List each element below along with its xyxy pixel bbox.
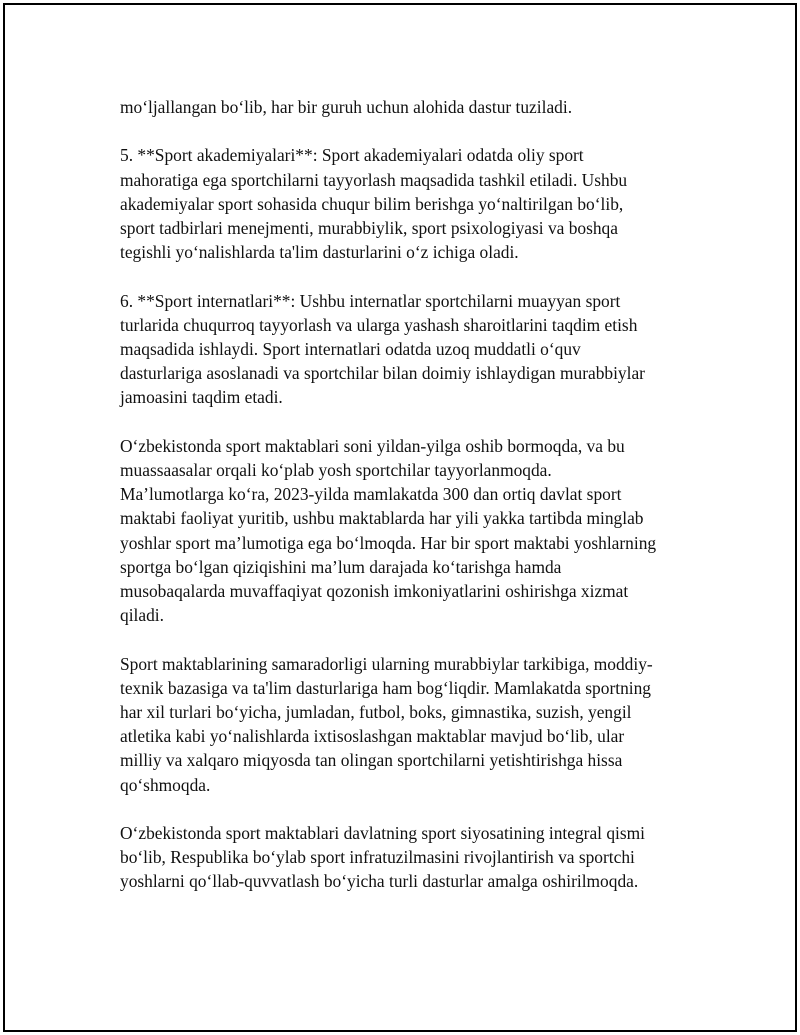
text-line: milliy va xalqaro miqyosda tan olingan sportchilarni yetishtirishga hissa bbox=[120, 750, 623, 771]
text-line: O‘zbekistonda sport maktablari soni yildan-yilga oshib bormoqda, va bu bbox=[120, 435, 625, 456]
text-line: mo‘ljallangan bo‘lib, har bir guruh uchun alohida dastur tuziladi. bbox=[120, 97, 573, 117]
text-line: dasturlariga asoslanadi va sportchilar bilan doimiy ishlaydigan murabbiylar bbox=[120, 363, 645, 384]
text-line: har xil turlari bo‘yicha, jumladan, futbol, boks, gimnastika, suzish, yengil bbox=[120, 702, 632, 723]
paragraph-sport-boarding-schools bbox=[120, 289, 700, 410]
text-line: O‘zbekistonda sport maktablari davlatning sport siyosatining integral qismi bbox=[120, 823, 646, 844]
text-line: muassaasalar orqali ko‘plab yosh sportchilar tayyorlanmoqda. bbox=[120, 460, 552, 480]
text-line: yoshlar sport ma’lumotiga ega bo‘lmoqda. Har bir sport maktabi yoshlarning bbox=[120, 532, 657, 553]
text-line: qo‘shmoqda. bbox=[120, 774, 211, 795]
text-line: 5. **Sport akademiyalari**: Sport akademiyalari odatda oliy sport bbox=[120, 145, 584, 166]
paragraph-sport-academies bbox=[120, 143, 700, 264]
text-line: musobaqalarda muvaffaqiyat qozonish imkoniyatlarini oshirishga xizmat bbox=[120, 581, 629, 602]
document-page bbox=[3, 3, 797, 1032]
paragraph-state-policy bbox=[120, 821, 700, 894]
text-line: atletika kabi yo‘nalishlarda ixtisoslashgan maktablar mavjud bo‘lib, ular bbox=[120, 726, 625, 747]
text-line: jamoasini taqdim etadi. bbox=[120, 387, 283, 408]
text-line: qiladi. bbox=[120, 605, 164, 626]
paragraph-school-effectiveness bbox=[120, 652, 700, 797]
text-line: maqsadida ishlaydi. Sport internatlari odatda uzoq muddatli o‘quv bbox=[120, 339, 581, 359]
text-line: mahoratiga ega sportchilarni tayyorlash maqsadida tashkil etiladi. Ushbu bbox=[120, 169, 628, 190]
text-line: Sport maktablarining samaradorligi ularning murabbiylar tarkibiga, moddiy- bbox=[120, 653, 653, 674]
text-line: 6. **Sport internatlari**: Ushbu internatlar sportchilarni muayyan sport bbox=[120, 290, 621, 311]
paragraph-continuation bbox=[120, 95, 700, 119]
text-line: akademiyalar sport sohasida chuqur bilim berishga yo‘naltirilgan bo‘lib, bbox=[120, 193, 624, 214]
text-line: turlarida chuqurroq tayyorlash va ularga yashash sharoitlarini taqdim etish bbox=[120, 314, 638, 335]
paragraph-school-statistics bbox=[120, 434, 700, 628]
text-line: bo‘lib, Respublika bo‘ylab sport infratuzilmasini rivojlantirish va sportchi bbox=[120, 847, 635, 868]
text-line: sport tadbirlari menejmenti, murabbiylik, sport psixologiyasi va boshqa bbox=[120, 218, 618, 238]
text-line: maktabi faoliyat yuritib, ushbu maktablarda har yili yakka tartibda minglab bbox=[120, 508, 644, 529]
text-line: sportga bo‘lgan qiziqishini ma’lum darajada ko‘tarishga hamda bbox=[120, 556, 562, 577]
text-line: yoshlarni qo‘llab-quvvatlash bo‘yicha turli dasturlar amalga oshirilmoqda. bbox=[120, 871, 639, 892]
text-line: Ma’lumotlarga ko‘ra, 2023-yilda mamlakatda 300 dan ortiq davlat sport bbox=[120, 484, 622, 505]
text-line: tegishli yo‘nalishlarda ta'lim dasturlarini o‘z ichiga oladi. bbox=[120, 242, 519, 263]
text-line: texnik bazasiga va ta'lim dasturlariga ham bog‘liqdir. Mamlakatda sportning bbox=[120, 677, 651, 698]
document-body bbox=[120, 95, 700, 918]
